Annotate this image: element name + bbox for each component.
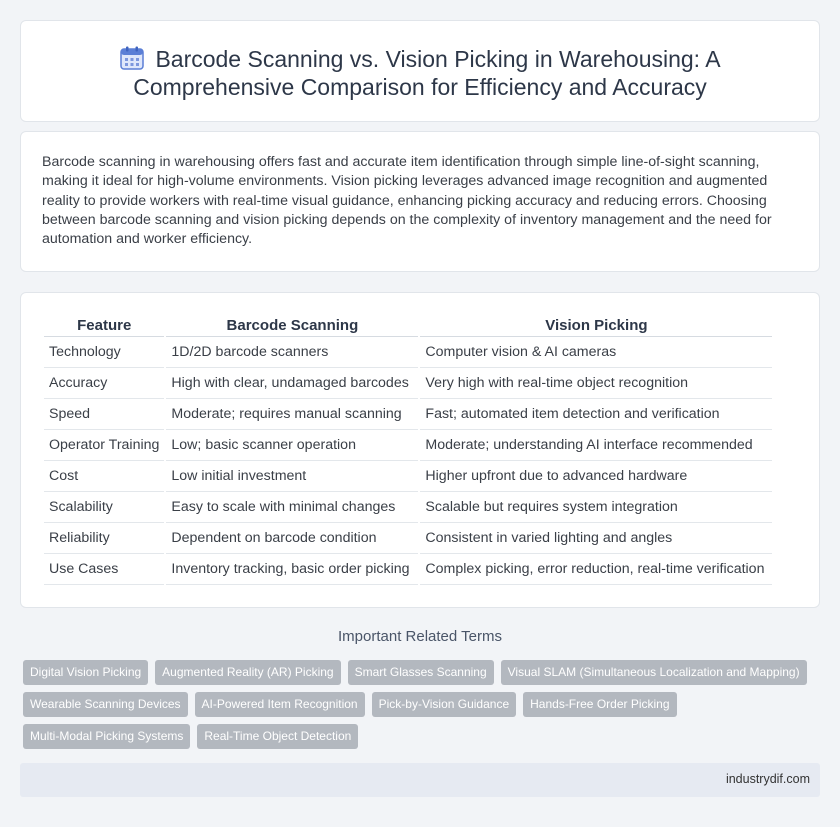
row-feature: Technology	[44, 337, 164, 368]
header-barcode: Barcode Scanning	[166, 315, 418, 337]
row-barcode: 1D/2D barcode scanners	[166, 337, 418, 368]
row-barcode: High with clear, undamaged barcodes	[166, 368, 418, 399]
related-term-tag[interactable]: Augmented Reality (AR) Picking	[155, 660, 340, 685]
table-row	[44, 399, 772, 430]
page-title-wrap	[21, 45, 819, 101]
table-row	[44, 554, 772, 585]
calendar-icon	[119, 45, 145, 71]
footer-site-link[interactable]: industrydif.com	[725, 772, 810, 786]
related-term-tag[interactable]: Multi-Modal Picking Systems	[23, 724, 190, 749]
related-term-tag[interactable]: Smart Glasses Scanning	[348, 660, 494, 685]
row-vision: Higher upfront due to advanced hardware	[420, 461, 772, 492]
header-vision: Vision Picking	[420, 315, 772, 337]
row-feature: Operator Training	[44, 430, 164, 461]
header-feature: Feature	[44, 315, 164, 337]
row-vision: Scalable but requires system integration	[420, 492, 772, 523]
table-row	[44, 337, 772, 368]
related-term-tag[interactable]: Digital Vision Picking	[23, 660, 148, 685]
row-barcode: Moderate; requires manual scanning	[166, 399, 418, 430]
row-vision: Moderate; understanding AI interface recommended	[420, 430, 772, 461]
related-terms-list	[23, 660, 823, 749]
related-term-tag[interactable]: AI-Powered Item Recognition	[195, 692, 365, 717]
title-card	[20, 20, 820, 122]
row-vision: Computer vision & AI cameras	[420, 337, 772, 368]
comparison-card	[20, 292, 820, 608]
footer	[20, 763, 820, 797]
related-term-tag[interactable]: Wearable Scanning Devices	[23, 692, 188, 717]
row-feature: Accuracy	[44, 368, 164, 399]
row-feature: Use Cases	[44, 554, 164, 585]
intro-paragraph: Barcode scanning in warehousing offers fast and accurate item identification through simple line-of-sight scanning, making it ideal for high-volume environments. Vision picking leverages advanced image recognition and augmented reality to provide workers with real-time visual guidance, enhancing picking accuracy and reducing errors. Choosing between barcode scanning and vision picking depends on the complexity of inventory management and the need for automation and worker efficiency.	[42, 154, 772, 248]
table-row	[44, 492, 772, 523]
row-barcode: Easy to scale with minimal changes	[166, 492, 418, 523]
row-barcode: Low; basic scanner operation	[166, 430, 418, 461]
table-row	[44, 430, 772, 461]
table-header-row	[44, 315, 772, 337]
related-terms-heading: Important Related Terms	[338, 628, 502, 645]
related-term-tag[interactable]: Real-Time Object Detection	[197, 724, 358, 749]
related-term-tag[interactable]: Pick-by-Vision Guidance	[372, 692, 517, 717]
intro-card	[20, 131, 820, 272]
page-title: Barcode Scanning vs. Vision Picking in Warehousing: A Comprehensive Comparison for Efficiency and Accuracy	[133, 46, 721, 100]
row-feature: Scalability	[44, 492, 164, 523]
table-row	[44, 523, 772, 554]
row-vision: Very high with real-time object recognition	[420, 368, 772, 399]
related-term-tag[interactable]: Hands-Free Order Picking	[523, 692, 676, 717]
row-feature: Reliability	[44, 523, 164, 554]
row-barcode: Dependent on barcode condition	[166, 523, 418, 554]
row-feature: Speed	[44, 399, 164, 430]
comparison-table	[42, 315, 774, 585]
table-row	[44, 368, 772, 399]
table-row	[44, 461, 772, 492]
related-term-tag[interactable]: Visual SLAM (Simultaneous Localization and Mapping)	[501, 660, 807, 685]
row-barcode: Low initial investment	[166, 461, 418, 492]
row-vision: Fast; automated item detection and verification	[420, 399, 772, 430]
row-barcode: Inventory tracking, basic order picking	[166, 554, 418, 585]
row-vision: Complex picking, error reduction, real-time verification	[420, 554, 772, 585]
row-vision: Consistent in varied lighting and angles	[420, 523, 772, 554]
row-feature: Cost	[44, 461, 164, 492]
